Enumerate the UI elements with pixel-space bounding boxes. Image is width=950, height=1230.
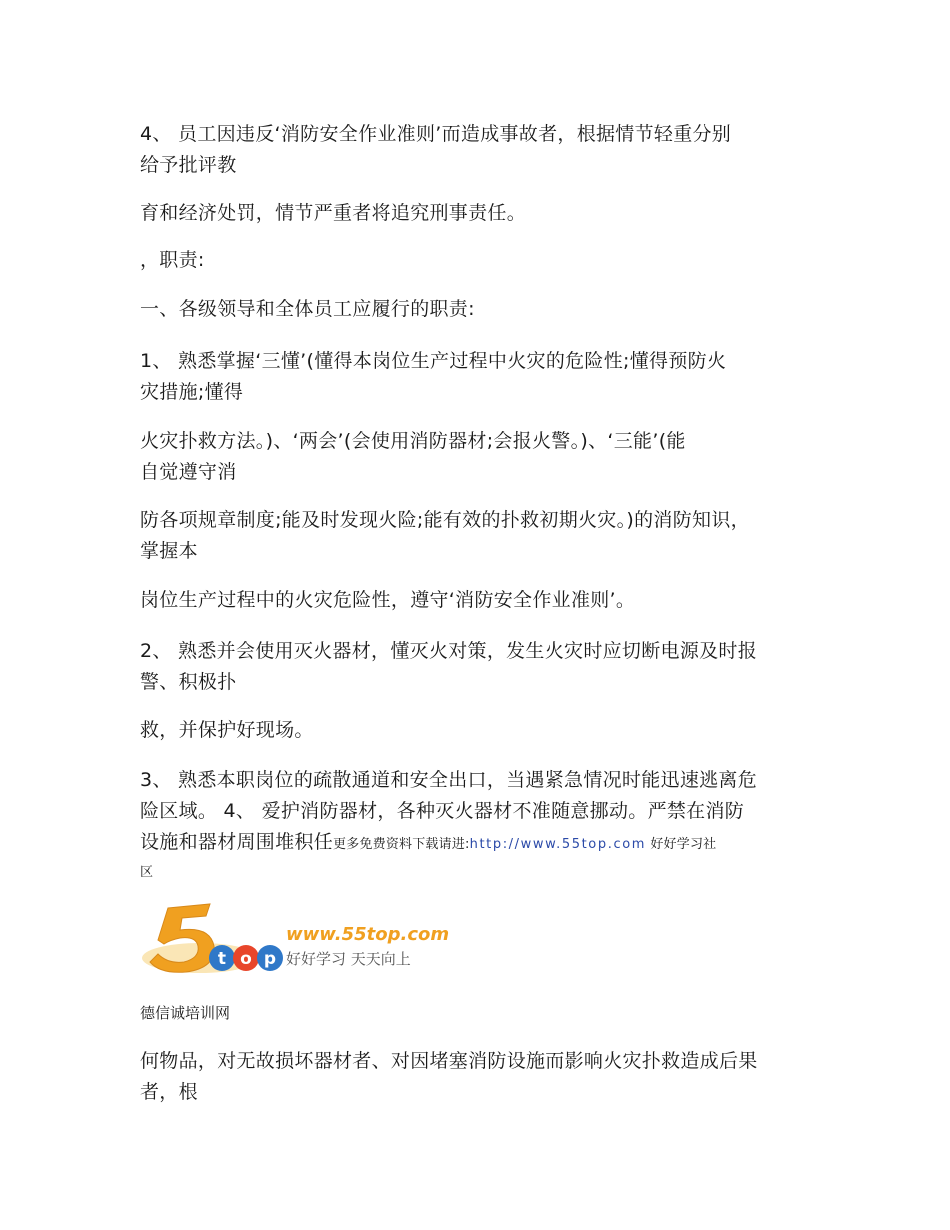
svg-text:o: o xyxy=(240,949,252,969)
logo-caption: 德信诚培训网 xyxy=(140,1004,231,1022)
text-line: 者，根 xyxy=(140,1081,198,1103)
text-line xyxy=(140,827,812,860)
text-line: 灾措施;懂得 xyxy=(140,381,244,403)
site-name: 好好学习社 xyxy=(646,837,717,852)
text-line: 自觉遵守消 xyxy=(140,461,237,483)
text-line: 一、各级领导和全体员工应履行的职责: xyxy=(140,298,475,320)
paragraph-3-cont xyxy=(140,1046,812,1108)
svg-text:p: p xyxy=(263,949,277,969)
text-line: 何物品，对无故损坏器材者、对因堵塞消防设施而影响火灾扑救造成后果 xyxy=(140,1050,758,1072)
text-line: 岗位生产过程中的火灾危险性，遵守‘消防安全作业准则’。 xyxy=(140,589,636,611)
paragraph-1-cont-c xyxy=(140,585,812,616)
paragraph-2-cont xyxy=(140,715,812,746)
text-line: 3、 熟悉本职岗位的疏散通道和安全出口，当遇紧急情况时能迅速逃离危 xyxy=(140,769,758,791)
paragraph-punishment xyxy=(140,198,812,229)
paragraph-1 xyxy=(140,346,812,408)
site-logo xyxy=(140,902,450,980)
text-line: 4、 员工因违反‘消防安全作业准则’而造成事故者，根据情节轻重分别 xyxy=(140,123,732,145)
text-line: ，职责: xyxy=(140,249,205,271)
logo-mark xyxy=(142,904,283,973)
text-span: 设施和器材周围堆积任 xyxy=(140,831,334,853)
section-heading-duties xyxy=(140,245,812,276)
text-line: 防各项规章制度;能及时发现火险;能有效的扑救初期火灾。)的消防知识， xyxy=(140,509,750,531)
text-line: 掌握本 xyxy=(140,540,198,562)
text-line: 2、 熟悉并会使用灭火器材，懂灭火对策，发生火灾时应切断电源及时报 xyxy=(140,640,758,662)
text-line: 1、 熟悉掌握‘三懂’(懂得本岗位生产过程中火灾的危险性;懂得预防火 xyxy=(140,350,727,372)
paragraph-2 xyxy=(140,636,812,698)
subheading-duties xyxy=(140,294,812,325)
logo-url: www.55top.com xyxy=(286,924,450,945)
text-line: 火灾扑救方法。)、‘两会’(会使用消防器材;会报火警。)、‘三能’(能 xyxy=(140,430,686,452)
text-line: 区 xyxy=(140,865,154,880)
text-line: 险区域。 4、 爱护消防器材，各种灭火器材不准随意挪动。严禁在消防 xyxy=(140,800,745,822)
paragraph-3 xyxy=(140,765,812,886)
paragraph-4 xyxy=(140,119,812,181)
ad-text: 更多免费资料下载请进: xyxy=(333,837,470,852)
text-line: 警、积极扑 xyxy=(140,671,237,693)
site-link[interactable]: http://www.55top.com xyxy=(469,837,647,852)
text-line: 救，并保护好现场。 xyxy=(140,719,314,741)
text-line: 给予批评教 xyxy=(140,154,237,176)
paragraph-1-cont-b xyxy=(140,505,812,567)
paragraph-1-cont-a xyxy=(140,426,812,488)
svg-text:t: t xyxy=(217,949,227,969)
logo-slogan: 好好学习 天天向上 xyxy=(286,950,411,968)
text-line: 育和经济处罚，情节严重者将追究刑事责任。 xyxy=(140,202,527,224)
